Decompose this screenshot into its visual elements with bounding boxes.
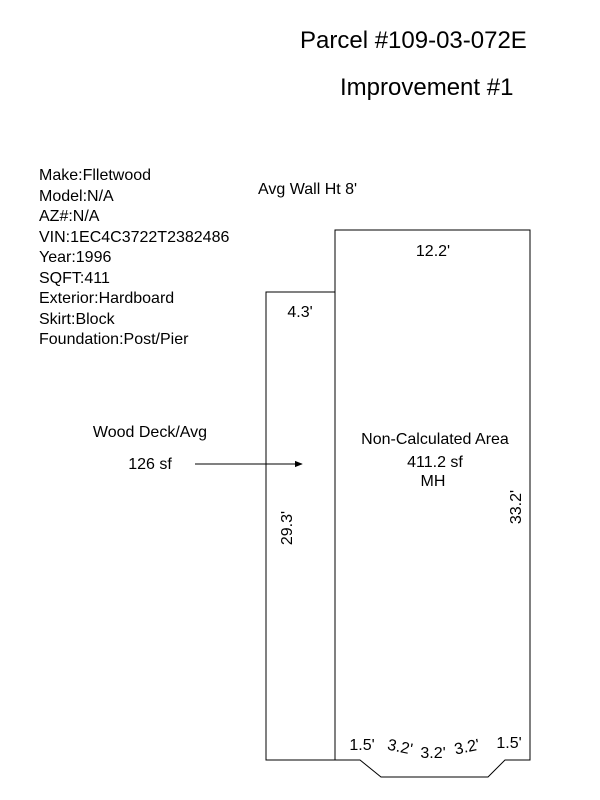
home-type-label: MH xyxy=(420,473,446,490)
detail-value: 1996 xyxy=(75,249,112,266)
bottom-segment-label: 3.2' xyxy=(385,736,415,759)
detail-value: Post/Pier xyxy=(123,331,189,348)
detail-value: 411 xyxy=(84,269,110,287)
detail-model: Model:N/A xyxy=(39,187,114,205)
home-outline xyxy=(335,230,530,777)
home-width-label: 12.2' xyxy=(415,243,451,260)
wall-height-label: Avg Wall Ht 8' xyxy=(258,181,358,198)
bottom-segment-label: 3.2' xyxy=(420,745,446,762)
home-length-label: 33.2' xyxy=(508,489,525,525)
detail-value: N/A xyxy=(72,208,100,225)
bottom-segment-label: 1.5' xyxy=(496,735,522,752)
deck-length-label: 29.3' xyxy=(279,510,296,546)
detail-value: N/A xyxy=(87,187,114,205)
detail-az-number: AZ#:N/A xyxy=(39,208,100,225)
detail-foundation: Foundation:Post/Pier xyxy=(39,331,189,348)
improvement-title: Improvement #1 xyxy=(340,74,514,101)
home-name-label: Non-Calculated Area xyxy=(361,431,509,448)
detail-value: 1EC4C3722T2382486 xyxy=(70,228,230,246)
detail-label: VIN xyxy=(39,228,66,246)
detail-value: Flletwood xyxy=(82,167,152,184)
detail-value: Hardboard xyxy=(98,290,175,307)
detail-sqft: SQFT:411 xyxy=(39,269,110,287)
detail-label: Skirt xyxy=(39,310,71,328)
detail-year: Year:1996 xyxy=(39,249,112,266)
detail-label: Model xyxy=(39,187,83,205)
bottom-segment-label: 3.2' xyxy=(452,736,482,759)
parcel-title: Parcel #109-03-072E xyxy=(300,27,527,54)
detail-make: Make:Flletwood xyxy=(39,167,152,184)
bottom-segment-label: 1.5' xyxy=(349,737,375,754)
home-area-label: 411.2 sf xyxy=(407,454,463,471)
detail-skirt: Skirt:Block xyxy=(39,310,115,328)
detail-vin: VIN:1EC4C3722T2382486 xyxy=(39,228,230,246)
detail-label: AZ# xyxy=(39,208,69,225)
deck-outline xyxy=(266,292,335,760)
deck-name-label: Wood Deck/Avg xyxy=(92,424,208,441)
deck-width-label: 4.3' xyxy=(287,304,313,321)
detail-label: Exterior xyxy=(39,290,95,307)
detail-exterior: Exterior:Hardboard xyxy=(39,290,175,307)
detail-value: Block xyxy=(75,310,115,328)
deck-area-label: 126 sf xyxy=(128,456,172,473)
detail-label: Year xyxy=(39,249,72,266)
detail-label: Foundation xyxy=(39,331,120,348)
detail-label: Make xyxy=(39,167,79,184)
detail-label: SQFT xyxy=(39,269,80,287)
